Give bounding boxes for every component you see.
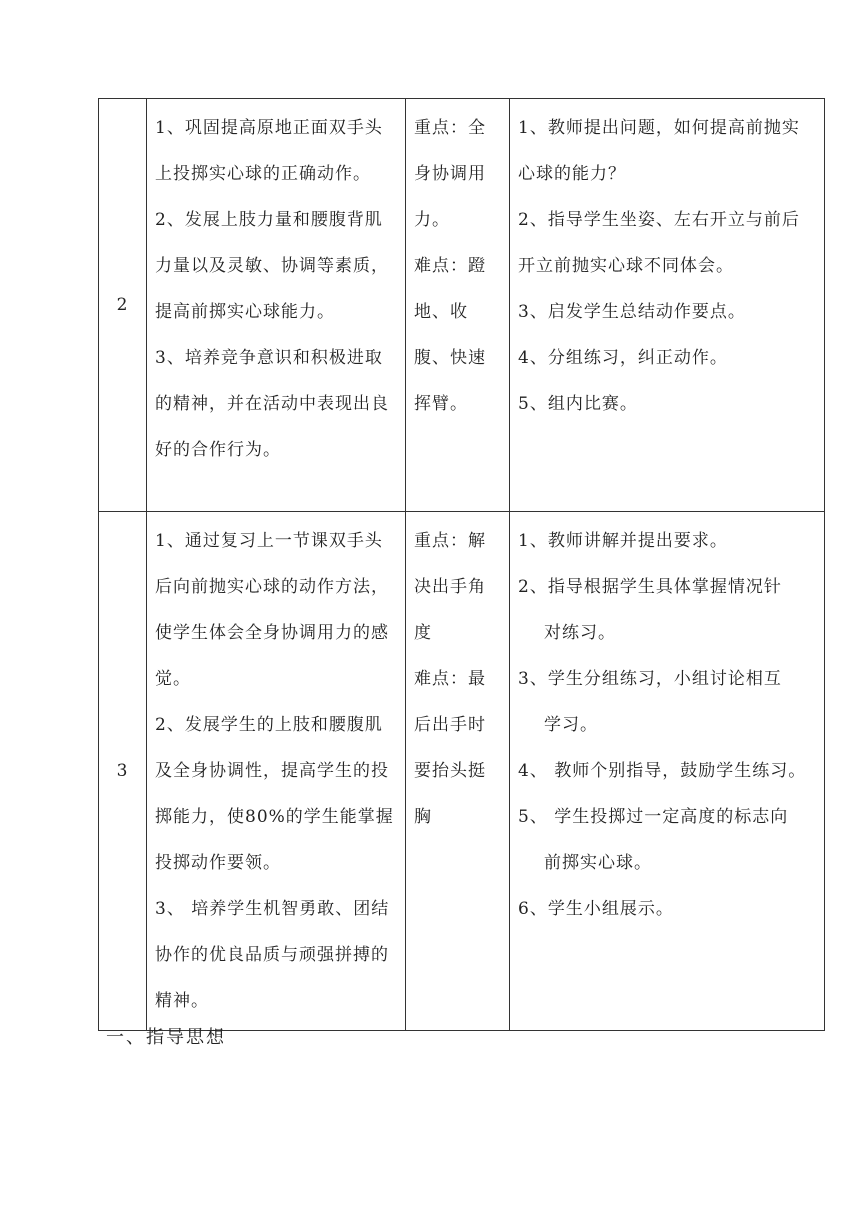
method-item-continuation: 学习。 <box>544 715 598 735</box>
goals-cell <box>147 99 406 512</box>
section-heading: 一、指导思想 <box>106 1027 226 1048</box>
keypoints-cell <box>406 99 510 512</box>
lesson-table <box>98 98 825 1031</box>
method-item-continuation: 前掷实心球。 <box>544 853 652 873</box>
lesson-number: 3 <box>99 512 147 1031</box>
method-item: 2、指导根据学生具体掌握情况针 <box>518 577 782 597</box>
method-item: 4、 教师个别指导，鼓励学生练习。 <box>518 761 807 781</box>
method-item: 5、 学生投掷过一定高度的标志向 <box>518 807 789 827</box>
method-item: 5、组内比赛。 <box>518 394 638 414</box>
goal-item: 1、通过复习上一节课双手头后向前抛实心球的动作方法，使学生体会全身协调用力的感觉。 <box>155 531 389 689</box>
method-item: 3、启发学生总结动作要点。 <box>518 302 746 322</box>
goal-item: 3、培养竞争意识和积极进取的精神，并在活动中表现出良好的合作行为。 <box>155 348 389 460</box>
goals-cell <box>147 512 406 1031</box>
goal-item: 2、发展上肢力量和腰腹背肌力量以及灵敏、协调等素质，提高前掷实心球能力。 <box>155 210 389 322</box>
method-item: 6、学生小组展示。 <box>518 899 674 919</box>
keypoint-item: 重点：全身协调用力。 <box>414 118 486 230</box>
lesson-number: 2 <box>99 99 147 512</box>
method-item: 4、分组练习，纠正动作。 <box>518 348 728 368</box>
keypoint-item: 难点：蹬地、收腹、快速挥臂。 <box>414 256 486 414</box>
method-item: 2、指导学生坐姿、左右开立与前后开立前抛实心球不同体会。 <box>518 210 800 276</box>
goal-item: 3、 培养学生机智勇敢、团结协作的优良品质与顽强拼搏的精神。 <box>155 899 390 1011</box>
goal-item: 1、巩固提高原地正面双手头上投掷实心球的正确动作。 <box>155 118 383 184</box>
keypoint-item: 重点：解决出手角度 <box>414 531 486 643</box>
keypoint-item: 难点：最后出手时要抬头挺胸 <box>414 669 486 827</box>
method-item: 1、教师提出问题，如何提高前抛实心球的能力？ <box>518 118 800 184</box>
methods-cell <box>510 512 825 1031</box>
methods-cell <box>510 99 825 512</box>
method-item: 3、学生分组练习，小组讨论相互 <box>518 669 782 689</box>
method-item-continuation: 对练习。 <box>544 623 616 643</box>
keypoints-cell <box>406 512 510 1031</box>
method-item: 1、教师讲解并提出要求。 <box>518 531 728 551</box>
goal-item: 2、发展学生的上肢和腰腹肌及全身协调性，提高学生的投掷能力，使80%的学生能掌握投掷动作要领。 <box>155 715 394 873</box>
table-row <box>99 99 825 512</box>
table-row <box>99 512 825 1031</box>
